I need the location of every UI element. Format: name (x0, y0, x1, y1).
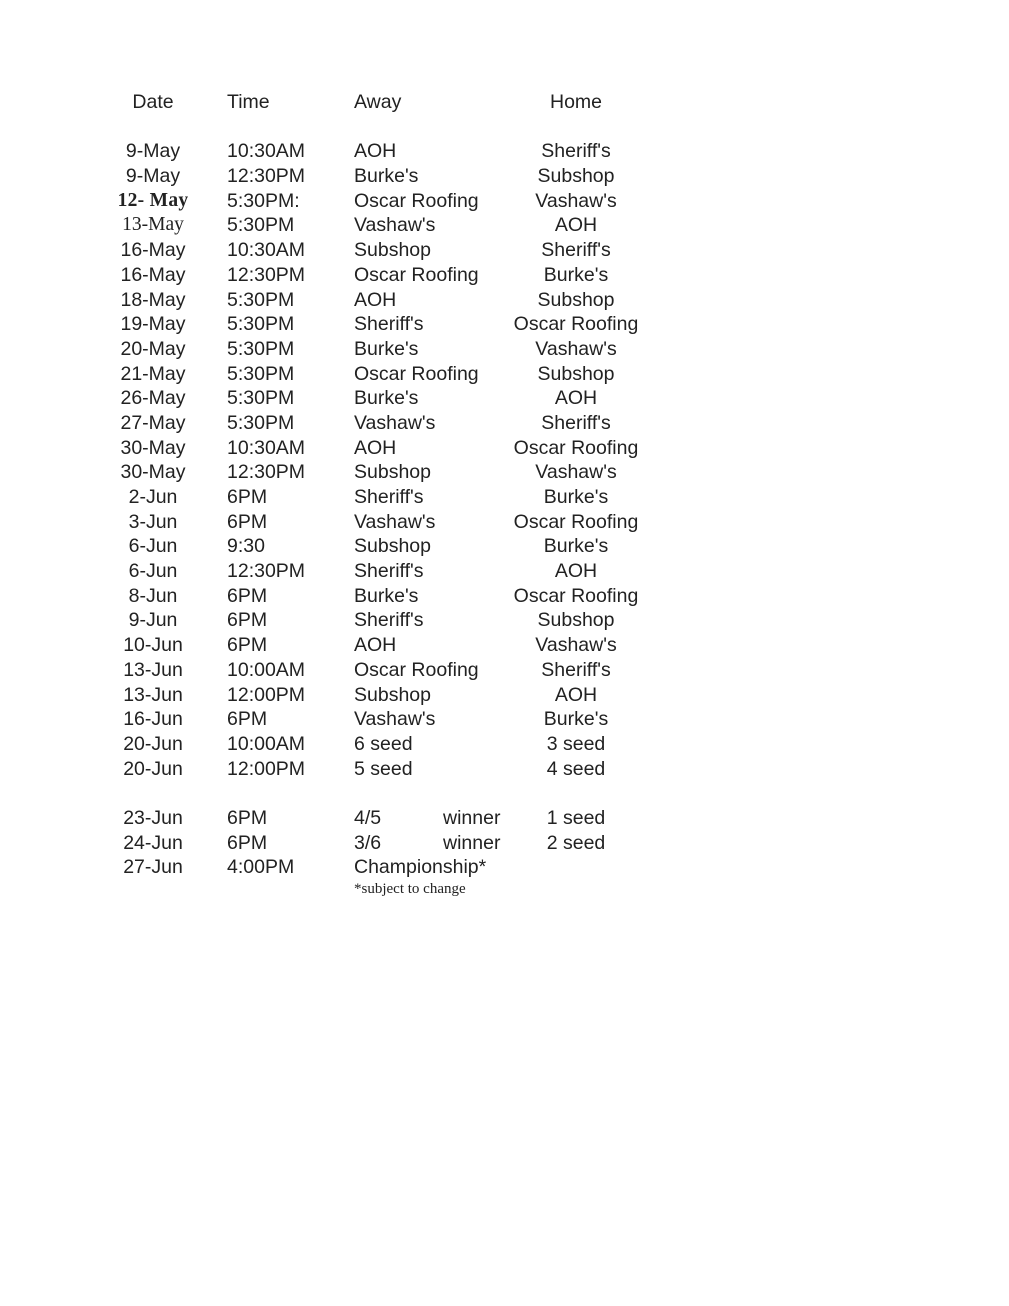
cell-away (354, 362, 479, 387)
away-team-label: Vashaw's (354, 411, 436, 434)
cell-time: 4:00PM (227, 856, 295, 879)
away-team-label: Sheriff's (354, 313, 424, 336)
away-team-label: Burke's (354, 165, 419, 188)
header-time: Time (227, 91, 270, 113)
cell-date: 26-May (120, 387, 186, 410)
table-row (100, 263, 653, 288)
cell-away (354, 213, 443, 238)
header-away: Away (354, 91, 402, 113)
table-row (100, 608, 653, 633)
away-team-label: Burke's (354, 584, 419, 607)
header-winner-spacer (443, 90, 499, 115)
cell-time: 5:30PM (227, 362, 295, 385)
away-team-label: 5 seed (354, 757, 413, 780)
away-team-label: Subshop (354, 535, 431, 558)
cell-home: Oscar Roofing (513, 313, 639, 336)
cell-winner (443, 534, 499, 559)
cell-home: Sheriff's (541, 140, 611, 163)
cell-time: 10:30AM (227, 436, 306, 459)
cell-home: Subshop (537, 362, 615, 385)
cell-date: 6-Jun (128, 560, 178, 583)
cell-date: 27-Jun (123, 856, 183, 879)
cell-winner (443, 757, 499, 782)
table-row (100, 658, 653, 683)
away-team-label: 6 seed (354, 732, 413, 755)
away-team-label: Vashaw's (354, 510, 436, 533)
table-row (100, 683, 653, 708)
cell-time: 6PM (227, 708, 268, 731)
cell-away (354, 411, 443, 436)
cell-away (354, 757, 443, 782)
cell-winner (443, 411, 499, 436)
blank-row (100, 781, 653, 806)
cell-winner (443, 139, 499, 164)
cell-winner (443, 213, 499, 238)
cell-date: 20-May (120, 337, 186, 360)
cell-home: Vashaw's (535, 189, 617, 212)
cell-home: Subshop (537, 288, 615, 311)
cell-date: 21-May (120, 362, 186, 385)
away-team-label: Burke's (354, 337, 419, 360)
away-team-label: Burke's (354, 387, 419, 410)
cell-date: 12- May (117, 189, 189, 211)
cell-away (354, 238, 443, 263)
cell-winner (443, 288, 499, 313)
table-row (100, 559, 653, 584)
cell-date: 13-May (122, 214, 184, 236)
cell-home: Vashaw's (535, 634, 617, 657)
cell-winner (443, 312, 499, 337)
away-team-label: Oscar Roofing (354, 658, 479, 681)
cell-date: 16-Jun (123, 708, 183, 731)
cell-away (354, 806, 443, 831)
cell-away (354, 559, 443, 584)
table-row (100, 757, 653, 782)
cell-winner (443, 707, 499, 732)
cell-away (354, 139, 443, 164)
cell-away (354, 855, 487, 899)
cell-away (354, 534, 443, 559)
cell-winner (443, 337, 499, 362)
cell-winner (443, 436, 499, 461)
cell-winner (443, 460, 499, 485)
cell-date: 20-Jun (123, 757, 183, 780)
cell-winner (443, 584, 499, 609)
cell-date: 6-Jun (128, 535, 178, 558)
table-row (100, 534, 653, 559)
cell-time: 6PM (227, 486, 268, 508)
cell-time: 5:30PM: (227, 189, 300, 212)
cell-away (354, 312, 443, 337)
cell-time: 12:30PM (227, 263, 306, 286)
away-team-label: Subshop (354, 461, 431, 484)
cell-away (354, 386, 443, 411)
cell-away (354, 732, 443, 757)
schedule-document (100, 90, 653, 899)
away-team-label: AOH (354, 436, 397, 459)
cell-winner (443, 238, 499, 263)
table-row (100, 707, 653, 732)
cell-home: Sheriff's (541, 239, 611, 262)
cell-home: Sheriff's (541, 658, 611, 681)
table-row (100, 510, 653, 535)
table-row (100, 362, 653, 387)
cell-date: 2-Jun (128, 486, 178, 508)
cell-home: Burke's (543, 486, 609, 508)
cell-away (354, 633, 443, 658)
table-row (100, 732, 653, 757)
cell-winner (443, 658, 499, 683)
table-row (100, 337, 653, 362)
cell-time: 6PM (227, 806, 268, 829)
table-row (100, 485, 653, 510)
cell-date: 8-Jun (128, 584, 178, 607)
cell-time: 10:30AM (227, 239, 306, 262)
cell-time: 6PM (227, 634, 268, 657)
cell-away (354, 337, 443, 362)
cell-date: 30-May (120, 436, 186, 459)
cell-home: Sheriff's (541, 411, 611, 434)
cell-date: 18-May (120, 288, 186, 311)
cell-time: 10:00AM (227, 732, 306, 755)
cell-away (354, 436, 443, 461)
away-team-label: Sheriff's (354, 486, 424, 508)
cell-away (354, 485, 443, 510)
cell-away (354, 263, 479, 288)
cell-date: 24-Jun (123, 831, 183, 854)
cell-home: Subshop (537, 609, 615, 632)
cell-date: 13-Jun (123, 683, 183, 706)
table-row (100, 633, 653, 658)
cell-time: 6PM (227, 831, 268, 854)
cell-home: Burke's (543, 708, 609, 731)
table-row (100, 806, 653, 831)
cell-away (354, 288, 443, 313)
cell-home: AOH (554, 387, 598, 410)
away-team-label: Oscar Roofing (354, 263, 479, 286)
away-team-label: Sheriff's (354, 609, 424, 632)
cell-winner: winner (443, 806, 501, 829)
cell-time: 12:30PM (227, 165, 306, 188)
away-team-label: 3/6 (354, 831, 382, 854)
cell-away (354, 707, 443, 732)
cell-home: 3 seed (546, 732, 606, 755)
table-row (100, 312, 653, 337)
cell-home: AOH (554, 214, 598, 237)
cell-time: 10:30AM (227, 140, 306, 163)
table-row (100, 189, 653, 214)
cell-home: Oscar Roofing (513, 510, 639, 533)
table-row (100, 164, 653, 189)
cell-winner (443, 189, 499, 214)
cell-away (354, 510, 443, 535)
cell-winner (443, 510, 499, 535)
cell-winner (443, 633, 499, 658)
cell-winner: winner (443, 831, 501, 854)
cell-winner (443, 362, 499, 387)
table-row (100, 460, 653, 485)
cell-date: 30-May (120, 461, 186, 484)
cell-home: 1 seed (546, 806, 606, 829)
cell-date: 23-Jun (123, 806, 183, 829)
cell-winner (443, 608, 499, 633)
cell-date: 9-May (125, 165, 181, 188)
cell-away (354, 831, 443, 856)
cell-time: 9:30 (227, 535, 265, 558)
cell-winner (443, 732, 499, 757)
cell-time: 10:00AM (227, 658, 306, 681)
cell-winner (443, 559, 499, 584)
away-team-label: Oscar Roofing (354, 189, 479, 212)
cell-time: 5:30PM (227, 214, 295, 237)
cell-home: Vashaw's (535, 461, 617, 484)
cell-date: 10-Jun (123, 634, 183, 657)
table-row (100, 411, 653, 436)
cell-away (354, 460, 443, 485)
cell-away (354, 189, 479, 214)
cell-winner (443, 485, 499, 510)
cell-time: 6PM (227, 510, 268, 533)
table-header-row (100, 90, 653, 115)
cell-date: 16-May (120, 239, 186, 262)
table-row (100, 386, 653, 411)
cell-home: Burke's (543, 535, 609, 558)
cell-time: 12:30PM (227, 560, 306, 583)
cell-winner (443, 164, 499, 189)
cell-time: 12:00PM (227, 683, 306, 706)
away-team-label: AOH (354, 288, 397, 311)
table-row (100, 831, 653, 856)
subject-to-change-note: *subject to change (354, 881, 466, 898)
away-team-label: Vashaw's (354, 214, 436, 237)
table-row (100, 288, 653, 313)
table-row (100, 855, 653, 899)
cell-time: 5:30PM (227, 288, 295, 311)
cell-time: 12:30PM (227, 461, 306, 484)
cell-home: 4 seed (546, 757, 606, 780)
away-team-label: 4/5 (354, 806, 382, 829)
cell-date: 9-Jun (128, 609, 178, 632)
cell-home: 2 seed (546, 831, 606, 854)
cell-time: 5:30PM (227, 387, 295, 410)
cell-time: 5:30PM (227, 313, 295, 336)
cell-home: Vashaw's (535, 337, 617, 360)
header-date: Date (132, 91, 174, 113)
cell-date: 13-Jun (123, 658, 183, 681)
cell-date: 20-Jun (123, 732, 183, 755)
away-team-label: Subshop (354, 239, 431, 262)
cell-date: 16-May (120, 263, 186, 286)
away-team-label: AOH (354, 634, 397, 657)
cell-time: 6PM (227, 609, 268, 632)
cell-away (354, 658, 479, 683)
cell-winner (443, 683, 499, 708)
header-gap (100, 115, 653, 140)
table-row (100, 584, 653, 609)
table-row (100, 238, 653, 263)
cell-winner (443, 855, 499, 899)
cell-date: 3-Jun (128, 510, 178, 533)
cell-away (354, 584, 443, 609)
cell-time: 5:30PM (227, 411, 295, 434)
away-team-label: Subshop (354, 683, 431, 706)
cell-date: 27-May (120, 411, 186, 434)
cell-home: AOH (554, 560, 598, 583)
cell-home (499, 855, 653, 899)
cell-time: 6PM (227, 584, 268, 607)
cell-home: Oscar Roofing (513, 436, 639, 459)
table-row (100, 213, 653, 238)
cell-home: AOH (554, 683, 598, 706)
cell-home: Subshop (537, 165, 615, 188)
cell-time: 5:30PM (227, 337, 295, 360)
cell-date: 9-May (125, 140, 181, 163)
cell-time: 12:00PM (227, 757, 306, 780)
header-home: Home (549, 91, 603, 113)
cell-away (354, 683, 443, 708)
cell-winner (443, 386, 499, 411)
away-team-label: Championship* (354, 856, 487, 879)
cell-winner (443, 263, 499, 288)
away-team-label: Vashaw's (354, 708, 436, 731)
cell-away (354, 164, 443, 189)
table-row (100, 139, 653, 164)
away-team-label: AOH (354, 140, 397, 163)
cell-home: Burke's (543, 263, 609, 286)
away-team-label: Sheriff's (354, 560, 424, 583)
table-row (100, 436, 653, 461)
cell-home: Oscar Roofing (513, 584, 639, 607)
away-team-label: Oscar Roofing (354, 362, 479, 385)
table-body (100, 139, 653, 899)
cell-away (354, 608, 443, 633)
cell-date: 19-May (120, 313, 186, 336)
